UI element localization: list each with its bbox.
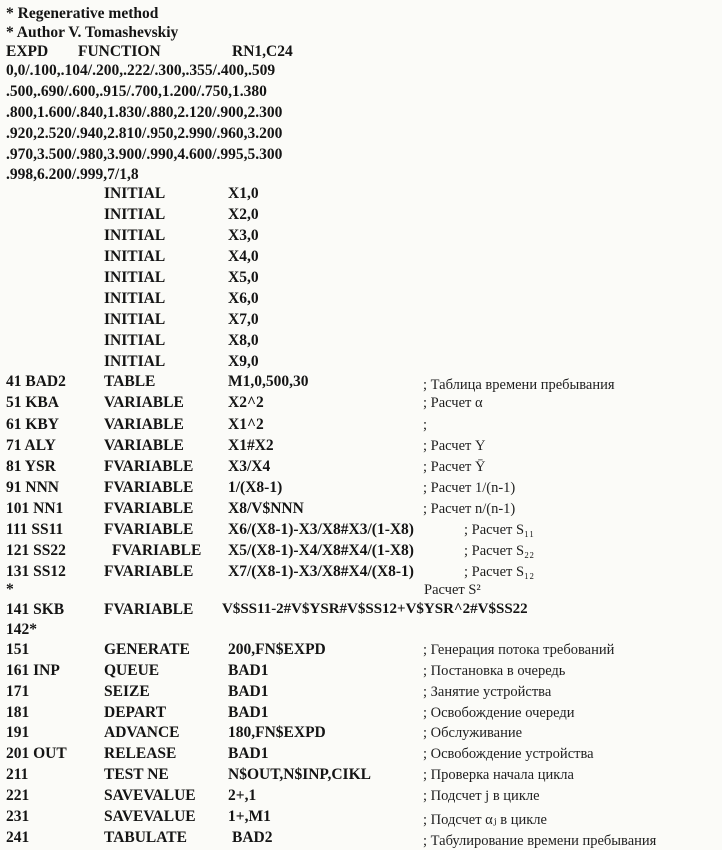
statement-arguments: 2+,1 [228, 787, 257, 804]
program-statement [6, 683, 722, 703]
statement-arguments: X4,0 [228, 248, 259, 265]
program-statement [6, 394, 722, 414]
statement-arguments: X6/(X8-1)-X3/X8#X3/(1-X8) [228, 521, 414, 538]
statement-arguments: X7,0 [228, 311, 259, 328]
statement-operation: FVARIABLE [104, 563, 194, 580]
statement-operation: FVARIABLE [104, 500, 194, 517]
statement-label: 121 SS22 [6, 542, 66, 559]
statement-label: 191 [6, 724, 30, 741]
program-statement [6, 621, 722, 641]
statement-arguments: BAD1 [228, 683, 269, 700]
statement-comment: ; Генерация потока требований [423, 642, 615, 658]
header-comment-line: * Regenerative method [6, 5, 159, 22]
program-statement [6, 269, 722, 289]
statement-comment: ; Расчет Ȳ [423, 459, 486, 475]
statement-operation: INITIAL [104, 227, 166, 244]
statement-arguments: V$SS11-2#V$YSR#V$SS12+V$YSR^2#V$SS22 [222, 601, 528, 617]
statement-operation: QUEUE [104, 662, 160, 679]
function-operation: FUNCTION [78, 43, 161, 60]
statement-arguments: X7/(X8-1)-X3/X8#X4/(X8-1) [228, 563, 414, 580]
program-statement [6, 542, 722, 562]
function-data-line: .920,2.520/.940,2.810/.950,2.990/.960,3.200 [6, 125, 283, 142]
program-statement [6, 373, 722, 393]
statement-comment: Расчет S² [424, 582, 481, 598]
program-statement [6, 521, 722, 541]
statement-comment: ; Табулирование времени пребывания [423, 833, 657, 849]
statement-operation: INITIAL [104, 311, 166, 328]
statement-comment: ; Расчет 1/(n-1) [423, 480, 516, 496]
statement-operation: VARIABLE [104, 394, 184, 411]
program-statement [6, 581, 722, 601]
program-statement [6, 787, 722, 807]
statement-label: 61 KBY [6, 416, 59, 433]
statement-comment: ; Расчет S₁₁ [464, 522, 535, 538]
program-statement [6, 206, 722, 226]
statement-arguments: X3/X4 [228, 458, 271, 475]
statement-operation: DEPART [104, 704, 167, 721]
statement-operation: SEIZE [104, 683, 150, 700]
statement-comment: ; Подсчет j в цикле [423, 788, 540, 804]
function-definition-line [0, 43, 722, 63]
program-statement [6, 311, 722, 331]
statement-label: 211 [6, 766, 29, 783]
statement-arguments: BAD1 [228, 745, 269, 762]
statement-arguments: X1#X2 [228, 437, 274, 454]
statement-comment: ; Проверка начала цикла [423, 767, 574, 783]
program-statement [6, 332, 722, 352]
statement-comment: ; Расчет Y [423, 438, 486, 454]
header-comment-line: * Author V. Tomashevskiy [6, 24, 179, 41]
program-statement [6, 808, 722, 828]
statement-comment: ; Постановка в очередь [423, 663, 566, 679]
statement-label: 201 OUT [6, 745, 67, 762]
statement-arguments: X8/V$NNN [228, 500, 304, 517]
statement-label: 231 [6, 808, 30, 825]
statement-operation: FVARIABLE [104, 601, 194, 618]
statement-label: 91 NNN [6, 479, 59, 496]
statement-operation: VARIABLE [104, 416, 184, 433]
statement-arguments: X2^2 [228, 394, 264, 411]
function-data-line: .800,1.600/.840,1.830/.880,2.120/.900,2.300 [6, 104, 283, 121]
statement-arguments: X5/(X8-1)-X4/X8#X4/(1-X8) [228, 542, 414, 559]
statement-label: * [6, 581, 14, 598]
statement-operation: FVARIABLE [104, 521, 194, 538]
statement-label: 41 BAD2 [6, 373, 66, 390]
program-statement [6, 416, 722, 436]
function-data-line: .970,3.500/.980,3.900/.990,4.600/.995,5.300 [6, 146, 283, 163]
program-statement [6, 479, 722, 499]
statement-arguments: X1^2 [228, 416, 264, 433]
statement-arguments: BAD1 [228, 662, 269, 679]
statement-arguments: N$OUT,N$INP,CIKL [228, 766, 371, 783]
statement-label: 241 [6, 829, 30, 846]
statement-operation: FVARIABLE [112, 542, 202, 559]
statement-comment: ; Таблица времени пребывания [423, 377, 615, 393]
function-label: EXPD [6, 43, 49, 60]
statement-arguments: BAD2 [232, 829, 273, 846]
statement-comment: ; Расчет S₁₂ [464, 564, 535, 580]
statement-label: 161 INP [6, 662, 60, 679]
statement-label: 101 NN1 [6, 500, 64, 517]
statement-arguments: X1,0 [228, 185, 259, 202]
statement-comment: ; Расчет n/(n-1) [423, 501, 516, 517]
statement-label: 171 [6, 683, 30, 700]
program-statement [6, 745, 722, 765]
statement-label: 131 SS12 [6, 563, 66, 580]
program-statement [6, 458, 722, 478]
program-statement [6, 290, 722, 310]
statement-operation: INITIAL [104, 185, 166, 202]
statement-operation: SAVEVALUE [104, 808, 196, 825]
statement-operation: GENERATE [104, 641, 190, 658]
statement-comment: ; Обслуживание [423, 725, 523, 741]
statement-operation: INITIAL [104, 332, 166, 349]
statement-label: 181 [6, 704, 30, 721]
statement-arguments: M1,0,500,30 [228, 373, 309, 390]
program-statement [6, 185, 722, 205]
function-data-line: .500,.690/.600,.915/.700,1.200/.750,1.380 [6, 83, 267, 100]
statement-arguments: BAD1 [228, 704, 269, 721]
program-statement [6, 437, 722, 457]
statement-operation: FVARIABLE [104, 458, 194, 475]
statement-arguments: X6,0 [228, 290, 259, 307]
statement-operation: TABLE [104, 373, 156, 390]
statement-label: 142* [6, 621, 37, 638]
program-statement [6, 662, 722, 682]
program-statement [6, 353, 722, 373]
program-statement [6, 500, 722, 520]
program-statement [6, 829, 722, 849]
statement-operation: INITIAL [104, 248, 166, 265]
statement-operation: SAVEVALUE [104, 787, 196, 804]
statement-label: 141 SKB [6, 601, 65, 618]
statement-comment: ; Расчет α [423, 395, 483, 411]
statement-label: 81 YSR [6, 458, 56, 475]
statement-arguments: X3,0 [228, 227, 259, 244]
statement-arguments: 1/(X8-1) [228, 479, 283, 496]
statement-operation: INITIAL [104, 353, 166, 370]
statement-operation: RELEASE [104, 745, 177, 762]
program-statement [6, 724, 722, 744]
statement-operation: TABULATE [104, 829, 187, 846]
statement-arguments: X5,0 [228, 269, 259, 286]
program-statement [6, 248, 722, 268]
statement-arguments: 200,FN$EXPD [228, 641, 326, 658]
function-data-line: .998,6.200/.999,7/1,8 [6, 166, 139, 183]
function-arguments: RN1,C24 [232, 43, 293, 60]
statement-label: 71 ALY [6, 437, 56, 454]
statement-comment: ; [423, 417, 428, 433]
function-data-line: 0,0/.100,.104/.200,.222/.300,.355/.400,.509 [6, 62, 276, 79]
statement-comment: ; Освобождение устройства [423, 746, 594, 762]
statement-label: 51 KBA [6, 394, 59, 411]
statement-label: 221 [6, 787, 30, 804]
program-statement [6, 601, 722, 621]
statement-label: 111 SS11 [6, 521, 64, 538]
statement-operation: INITIAL [104, 269, 166, 286]
statement-operation: ADVANCE [104, 724, 180, 741]
statement-comment: ; Освобождение очереди [423, 705, 575, 721]
statement-arguments: 1+,M1 [228, 808, 271, 825]
statement-arguments: 180,FN$EXPD [228, 724, 326, 741]
statement-operation: TEST NE [104, 766, 169, 783]
program-statement [6, 766, 722, 786]
statement-comment: ; Расчет S₂₂ [464, 543, 535, 559]
statement-operation: INITIAL [104, 290, 166, 307]
program-statement [6, 641, 722, 661]
statement-arguments: X8,0 [228, 332, 259, 349]
statement-operation: FVARIABLE [104, 479, 194, 496]
statement-label: 151 [6, 641, 30, 658]
program-statement [6, 227, 722, 247]
statement-arguments: X9,0 [228, 353, 259, 370]
statement-comment: ; Занятие устройства [423, 684, 552, 700]
statement-operation: INITIAL [104, 206, 166, 223]
statement-comment: ; Подсчет αⱼ в цикле [423, 812, 547, 828]
program-statement [6, 704, 722, 724]
statement-arguments: X2,0 [228, 206, 259, 223]
statement-operation: VARIABLE [104, 437, 184, 454]
program-statement [6, 563, 722, 583]
